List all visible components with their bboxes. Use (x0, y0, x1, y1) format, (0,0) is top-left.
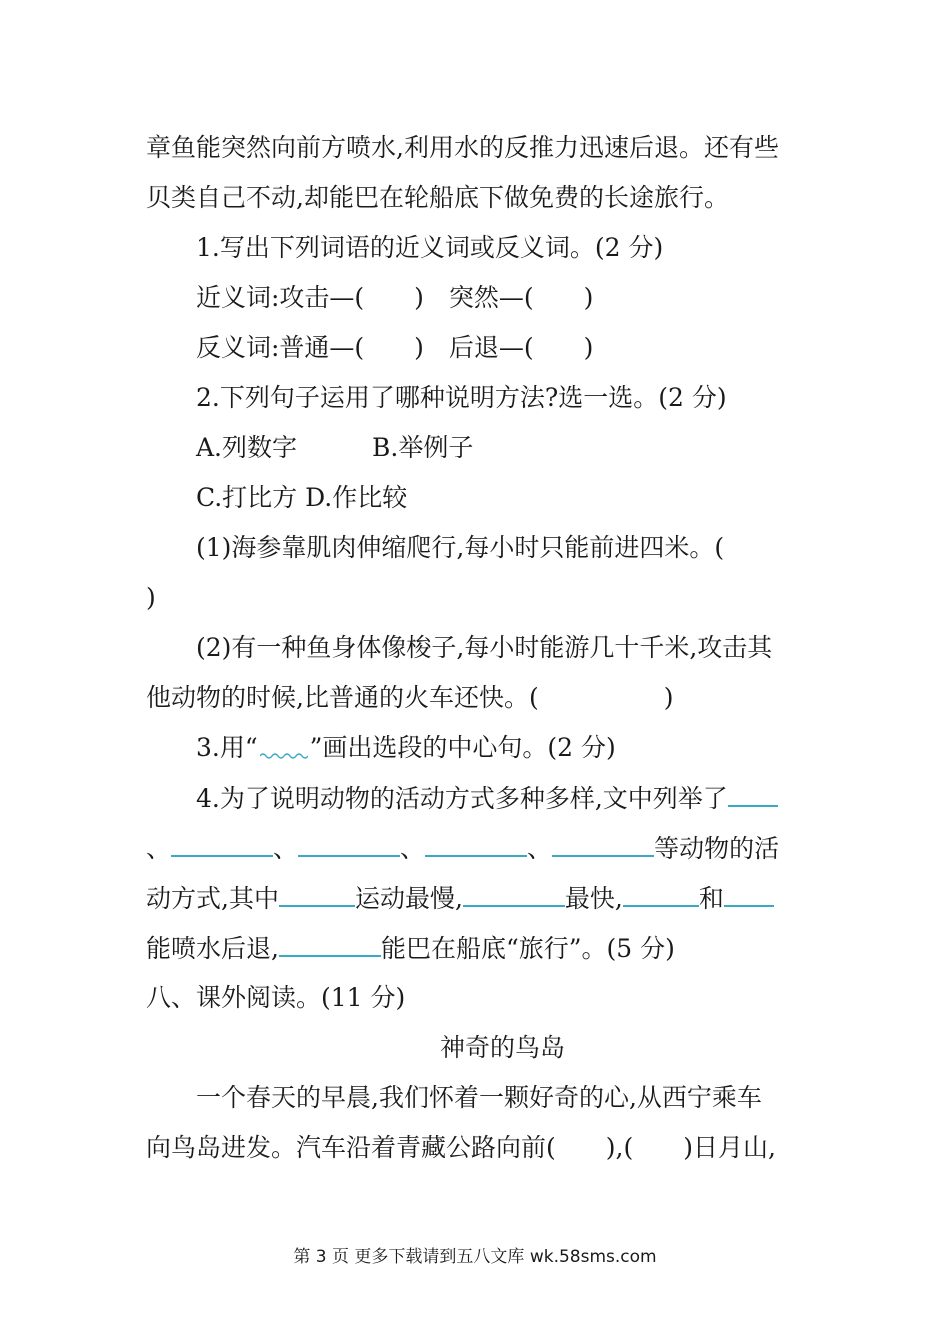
question-2-item-1-line-2: ) (146, 583, 156, 612)
answer-blank-3[interactable] (298, 831, 400, 857)
question-3-prefix: 3.用“ (196, 733, 258, 762)
question-4-text-4b: 能巴在船底“旅行”。(5 分) (380, 934, 675, 963)
answer-blank-1[interactable] (728, 781, 778, 807)
reading-title: 神奇的鸟岛 (440, 1033, 566, 1062)
question-1-synonyms: 近义词:攻击—( ) 突然—( ) (196, 283, 594, 312)
list-separator: 、 (527, 834, 553, 863)
wavy-underline-sample (258, 732, 310, 756)
question-4-line-2 (146, 831, 779, 866)
question-2-option-b: B.举例子 (372, 433, 474, 462)
question-2-options-cd: C.打比方 D.作比较 (196, 483, 408, 512)
question-4-text-3b: 运动最慢, (354, 884, 463, 913)
answer-blank-2[interactable] (171, 831, 273, 857)
answer-blank-10[interactable] (279, 931, 381, 957)
answer-blank-8[interactable] (623, 881, 699, 907)
question-4-line-1 (196, 781, 778, 816)
passage-line-1: 章鱼能突然向前方喷水,利用水的反推力迅速后退。还有些 (146, 133, 779, 162)
page-footer: 第 3 页 更多下载请到五八文库 wk.58sms.com (293, 1247, 657, 1267)
question-4-text-2: 等动物的活 (654, 834, 780, 863)
question-4-text-4a: 能喷水后退, (146, 934, 279, 963)
answer-blank-9[interactable] (724, 881, 774, 907)
question-4-text-3d: 和 (698, 884, 724, 913)
list-separator: 、 (146, 834, 172, 863)
question-1-antonyms: 反义词:普通—( ) 后退—( ) (196, 333, 594, 362)
question-2-item-1-line-1: (1)海参靠肌肉伸缩爬行,每小时只能前进四米。( (196, 533, 725, 562)
answer-blank-6[interactable] (279, 881, 355, 907)
reading-paragraph-line-1: 一个春天的早晨,我们怀着一颗好奇的心,从西宁乘车 (196, 1083, 762, 1112)
answer-blank-7[interactable] (463, 881, 565, 907)
question-2-prompt: 2.下列句子运用了哪种说明方法?选一选。(2 分) (196, 383, 727, 412)
question-4-line-4 (146, 931, 675, 966)
answer-blank-5[interactable] (552, 831, 654, 857)
question-2-option-a: A.列数字 (196, 433, 298, 462)
question-3 (196, 731, 616, 765)
question-4-text-3c: 最快, (564, 884, 623, 913)
answer-blank-4[interactable] (425, 831, 527, 857)
question-1-prompt: 1.写出下列词语的近义词或反义词。(2 分) (196, 233, 664, 262)
section-8-heading: 八、课外阅读。(11 分) (146, 983, 406, 1012)
list-separator: 、 (273, 834, 299, 863)
reading-paragraph-line-2: 向鸟岛进发。汽车沿着青藏公路向前( ),( )日月山, (146, 1133, 776, 1162)
question-4-text-3a: 动方式,其中 (146, 884, 279, 913)
list-separator: 、 (400, 834, 426, 863)
question-3-suffix: ”画出选段的中心句。(2 分) (309, 733, 616, 762)
question-2-item-2-line-1: (2)有一种鱼身体像梭子,每小时能游几十千米,攻击其 (196, 633, 773, 662)
question-4-text-1: 4.为了说明动物的活动方式多种多样,文中列举了 (196, 784, 728, 813)
question-4-line-3 (146, 881, 774, 916)
passage-line-2: 贝类自己不动,却能巴在轮船底下做免费的长途旅行。 (146, 183, 729, 212)
question-2-item-2-line-2: 他动物的时候,比普通的火车还快。( ) (146, 683, 674, 712)
